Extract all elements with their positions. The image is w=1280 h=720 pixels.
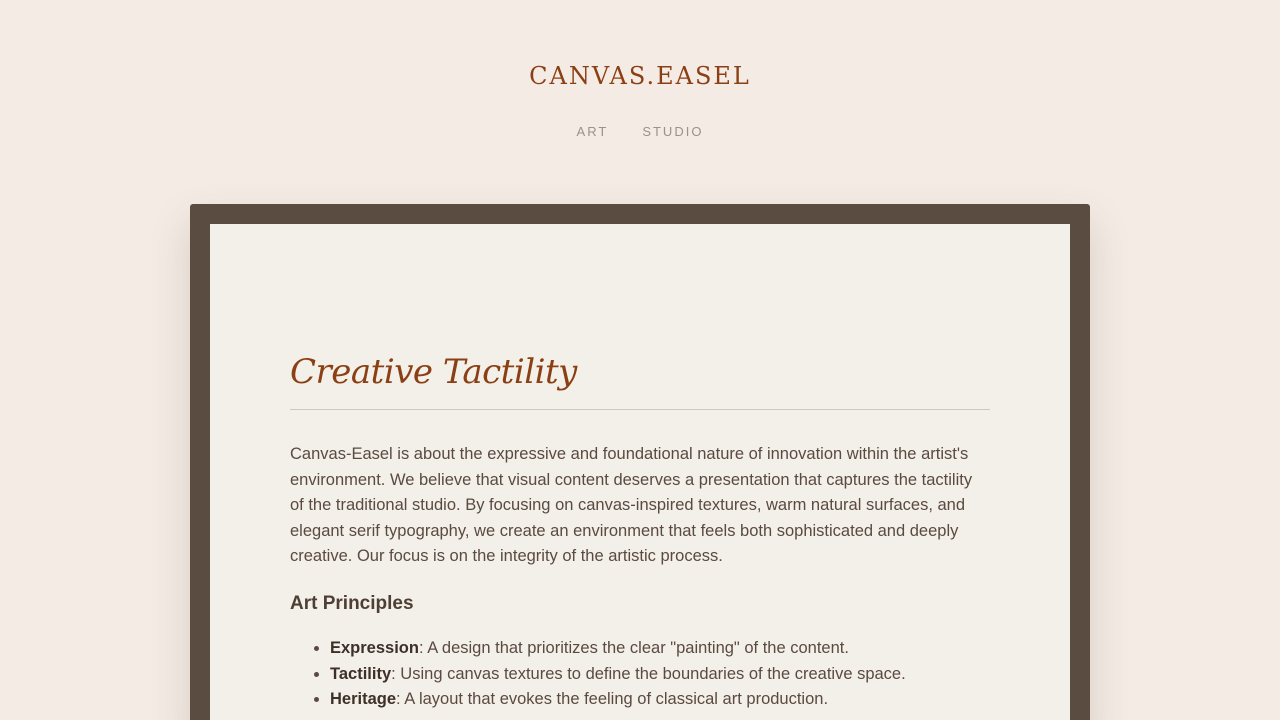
title-divider <box>290 409 990 410</box>
principle-text: : A layout that evokes the feeling of classical art production. <box>396 690 829 709</box>
canvas-frame <box>190 204 1090 720</box>
list-item <box>330 662 990 688</box>
site-header <box>0 0 1280 180</box>
canvas-panel <box>210 224 1070 720</box>
page-title: Creative Tactility <box>290 352 577 392</box>
principles-list <box>290 636 990 713</box>
list-item <box>330 687 990 713</box>
principle-term: Heritage <box>330 690 397 709</box>
main-nav <box>0 124 1280 139</box>
intro-paragraph: Canvas-Easel is about the expressive and foundational nature of innovation within the artist's environment. We believe that visual content deserves a presentation that captures the tactility of the traditional studio. By focusing on canvas-inspired textures, warm natural surfaces, and elegant serif typography, we create an environment that feels both sophisticated and deeply creative. Our focus is on the integrity of the artistic process. <box>290 445 973 566</box>
principle-term: Expression <box>330 638 419 657</box>
principle-term: Tactility <box>330 664 392 683</box>
nav-item-art[interactable]: ART <box>576 124 609 139</box>
principle-text: : A design that prioritizes the clear "painting" of the content. <box>418 638 849 657</box>
nav-item-studio[interactable]: STUDIO <box>642 124 704 139</box>
principle-text: : Using canvas textures to define the boundaries of the creative space. <box>391 664 906 683</box>
list-item <box>330 636 990 662</box>
article <box>290 350 990 713</box>
principles-heading: Art Principles <box>290 592 414 614</box>
brand-logo[interactable]: CANVAS.EASEL <box>529 62 751 90</box>
